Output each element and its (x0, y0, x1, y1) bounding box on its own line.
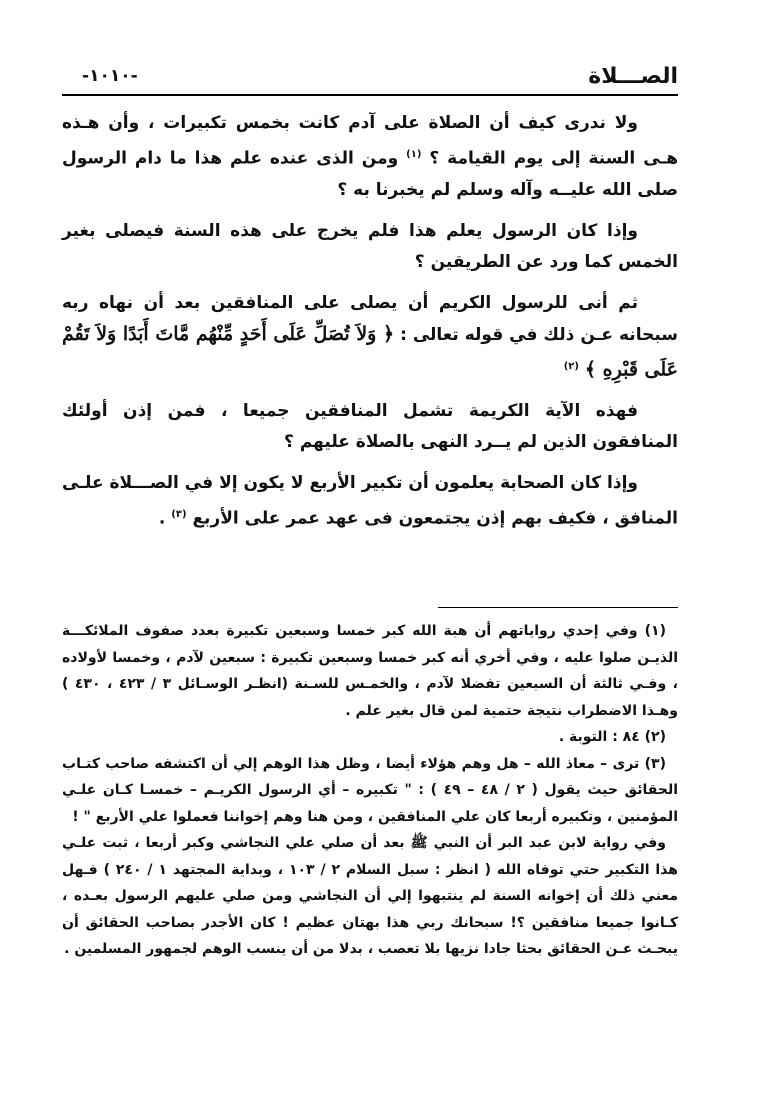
paragraph-1-text: ولا ندرى كيف أن الصلاة على آدم كانت بخمس تكبيرات ، وأن هـذه هـى السنة إلى يوم القيامة ؟ (62, 113, 678, 169)
footnote-3-continued: وفي رواية لابن عبد البر أن النبي ﷺ بعد أن صلي علي النجاشي وكبر أربعا ، ثبت علـي هذا التكبير حتي توفاه الله ( انظر : سبل السلام ٢ / ١٠٣ ، وبداية المجتهد ١ / ٢٤٠ ) فـهل معني ذلك أن إخوانه السنة لم ينتبهوا إلي أن النجاشي ومن صلي عليهم الرسول بعـده ، كـانوا جميعا منافقين ؟! سبحانك ربي هذا بهتان عظيم ! كان الأجدر بصاحب الحقائق أن يبحـث عـن الحقائق بحثا جادا نزيها بلا تعصب ، بدلا من أن ينسب الوهم لجمهور المسلمين . (62, 835, 679, 957)
paragraph-1 (62, 108, 678, 206)
page-number: -١٠١٠- (82, 66, 138, 86)
paragraph-5 (62, 468, 678, 535)
paragraph-3 (62, 288, 678, 387)
footnote-ref-2: (٢) (563, 360, 579, 372)
footnote-3: (٣) ترى – معاذ الله – هل وهم هؤلاء أيضا ، وظل هذا الوهم إلي أن اكتشفه صاحب كتـاب الحقائق حيث يقول ( ٢ / ٤٨ – ٤٩ ) : " تكبيره – أي الرسول الكريـم – خمسـا كـان علـي المؤمنين ، وتكبيره أربعا كان علي المنافقين ، ومن هنا وهم إخواننا فعملوا علي الأربع " ! (62, 755, 678, 825)
paragraph-1-tail: ومن الذى عنده علم هذا ما دام الرسول صلى الله عليــه وآله وسلم لم يخبرنا به ؟ (62, 148, 678, 200)
page-header (62, 64, 678, 96)
footnotes (62, 618, 678, 963)
quran-verse: ﴿ وَلاَ تُصَلِّ عَلَى أَحَدٍ مِّنْهُم مَّاتَ أَبَدًا وَلاَ تَقُمْ عَلَى قَبْرِهِ ﴾ (62, 322, 678, 381)
paragraph-5-text: وإذا كان الصحابة يعلمون أن تكبير الأربع لا يكون إلا في الصـــلاة علـى المنافق ، فكيف بهم إذن يجتمعون فى عهد عمر على الأربع (62, 473, 678, 529)
chapter-title: الصـــلاة (588, 64, 678, 89)
footnote-1: (١) وفي إحدي رواياتهم أن هبة الله كبر خمسا وسبعين تكبيرة بعدد صفوف الملائكـــة الذيـن صلوا عليه ، وفي أخري أنه كبر خمسا وسبعين تكبيرة : سبعين لآدم ، وخمسا لأولاده ، وفـي ثالثة أن السبعين تفضلا لآدم ، والخمـس للسـنة (انظـر الوسـائل ٣ / ٤٢٣ ، ٤٣٠ ) وهـذا الاضطراب نتيجة حتمية لمن قال بغير علم . (62, 623, 678, 719)
footnote-ref-1: (١) (406, 149, 422, 160)
footnote-2: (٢) ٨٤ : التوبة . (558, 729, 666, 745)
paragraph-5-end: . (158, 508, 166, 529)
footnote-divider (438, 607, 678, 608)
paragraph-3-text: ثم أنى للرسول الكريم أن يصلى على المنافقين بعد أن نهاه ربه سبحانه عـن ذلك في قوله تعالى : (62, 292, 678, 345)
paragraph-2: وإذا كان الرسول يعلم هذا فلم يخرج على هذه السنة فيصلى بغير الخمس كما ورد عن الطريقين ؟ (62, 220, 678, 272)
footnote-ref-3: (٣) (171, 509, 187, 521)
main-text (62, 108, 678, 545)
paragraph-4: فهذه الآية الكريمة تشمل المنافقين جميعا ، فمن إذن أولئك المنافقون الذين لم يــرد النهى بالصلاة عليهم ؟ (62, 401, 678, 453)
